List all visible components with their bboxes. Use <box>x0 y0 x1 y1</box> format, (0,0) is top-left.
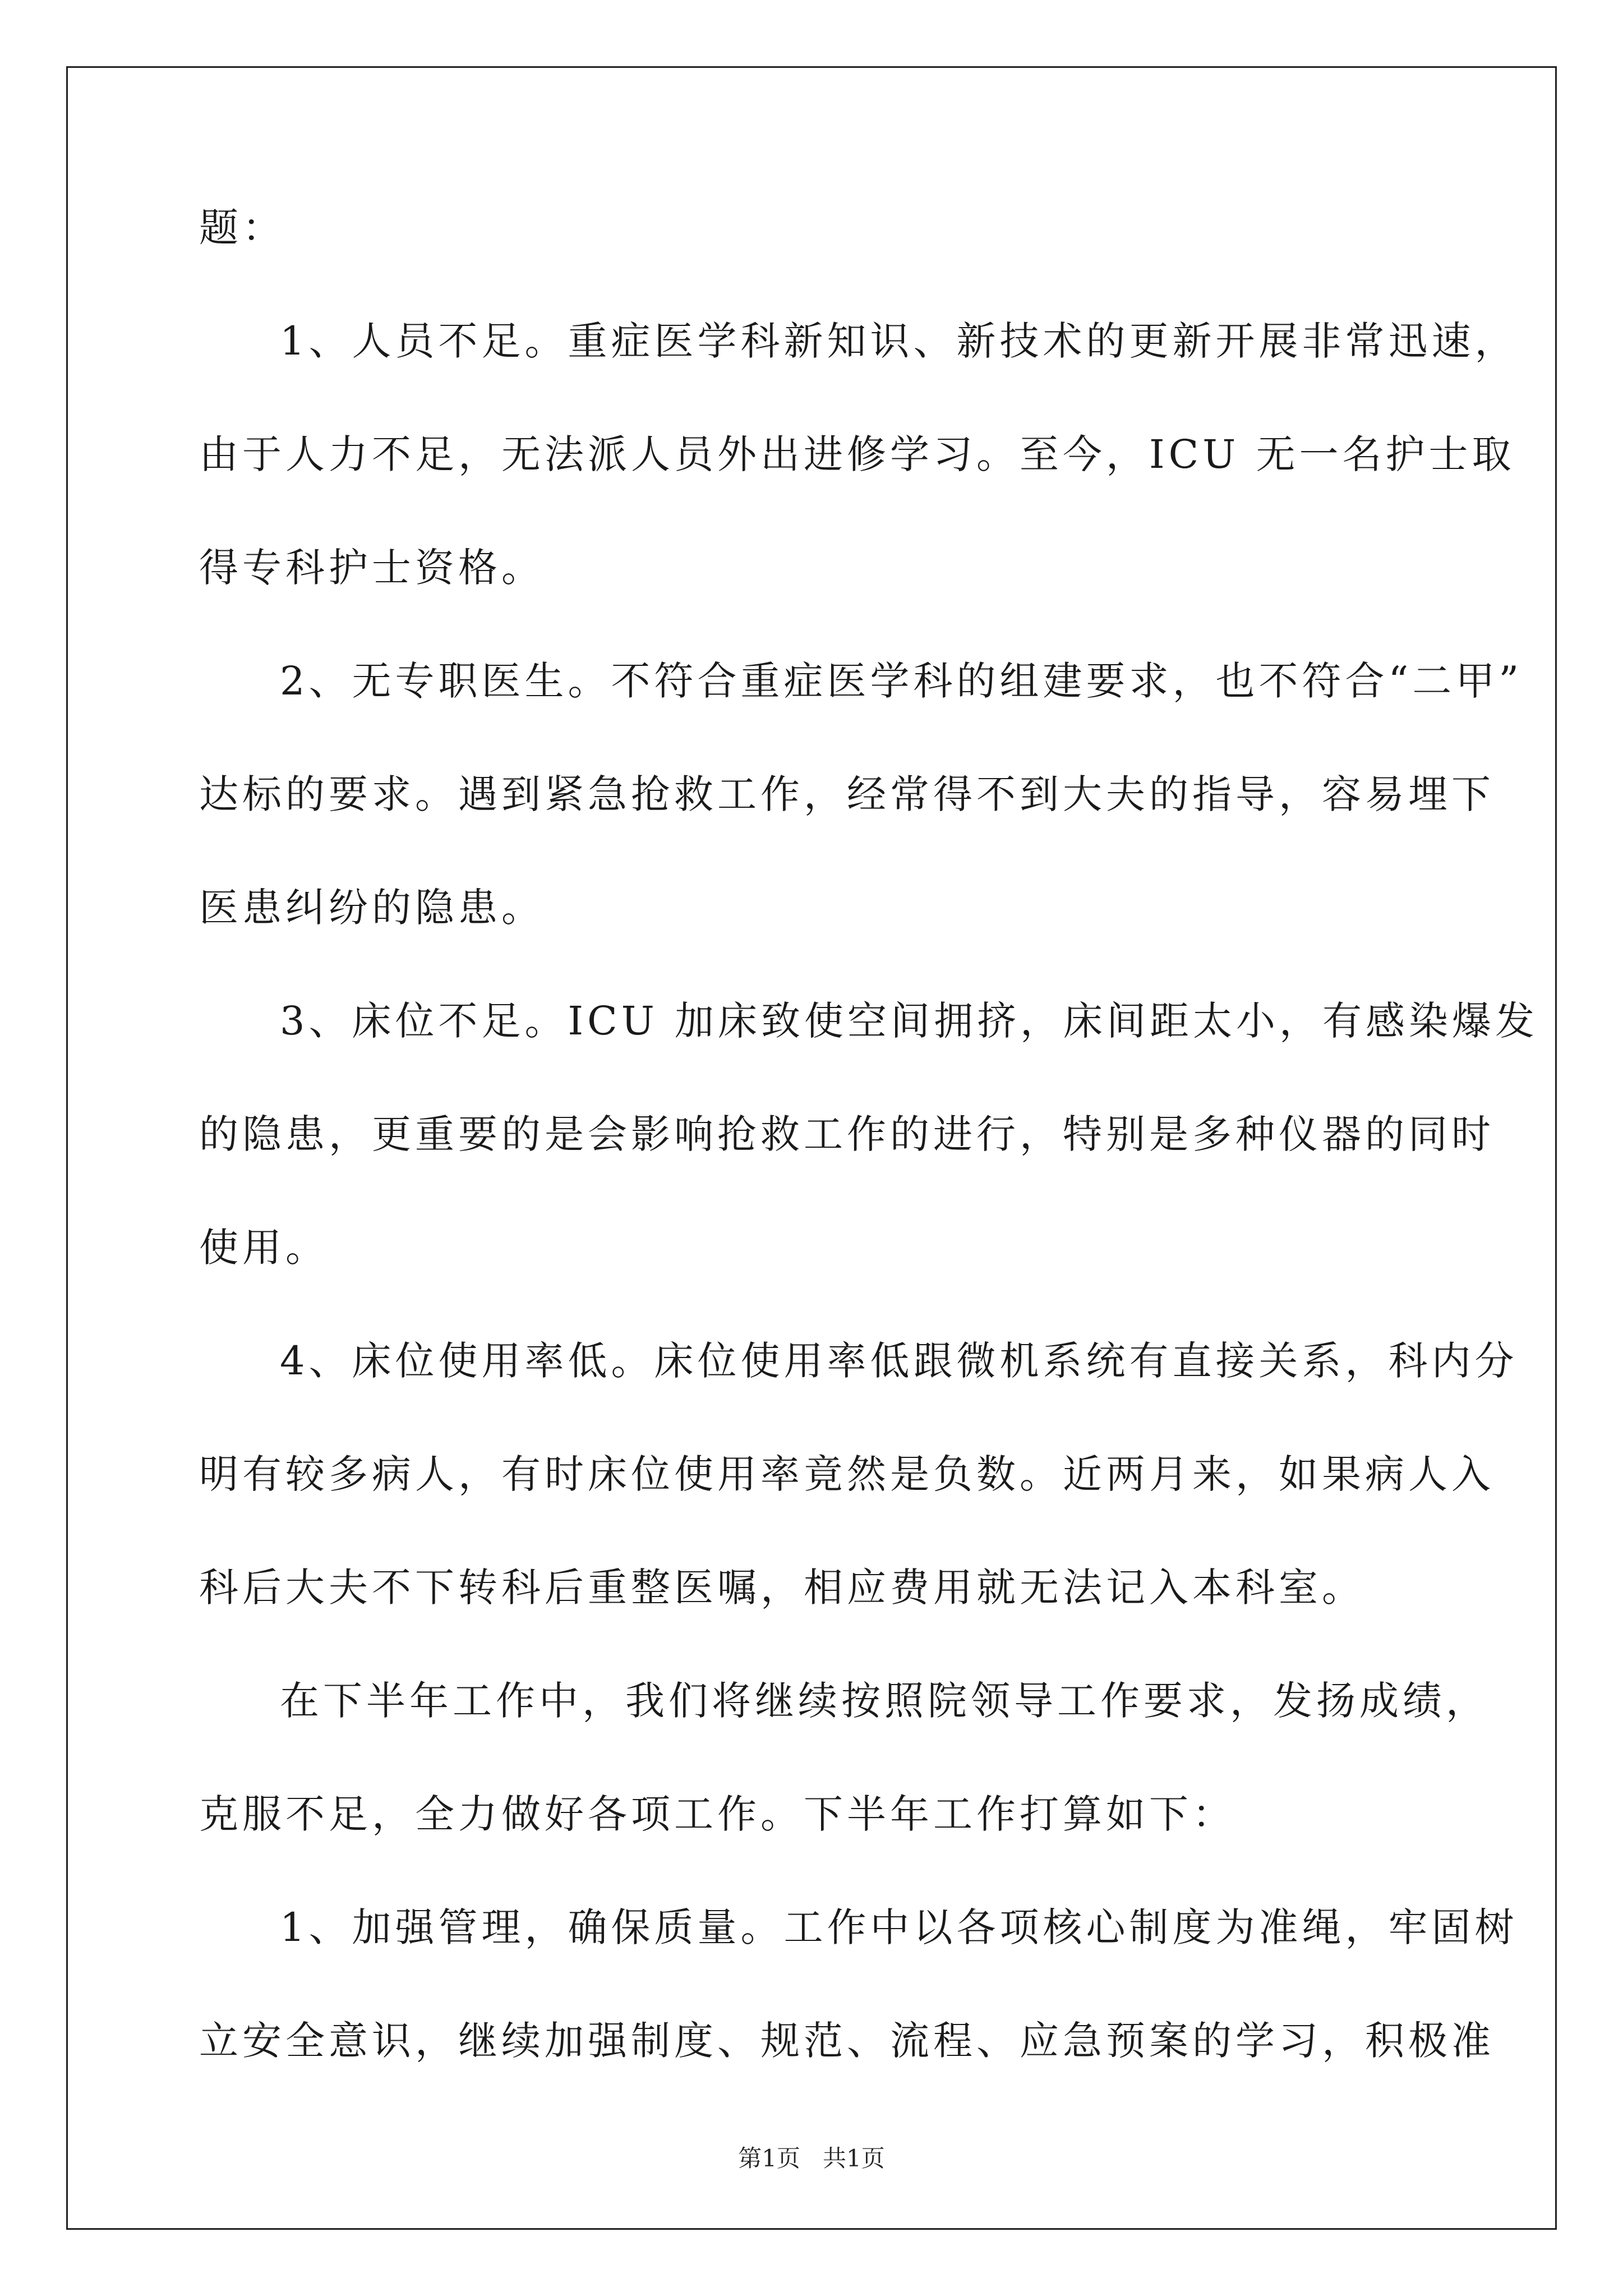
text-line-8: 3、床位不足。ICU 加床致使空间拥挤，床间距太小，有感染爆发 <box>280 998 1538 1044</box>
text-line-7: 医患纠纷的隐患。 <box>199 885 545 931</box>
text-line-5: 2、无专职医生。不符合重症医学科的组建要求，也不符合“二甲” <box>280 658 1523 704</box>
text-line-17: 立安全意识，继续加强制度、规范、流程、应急预案的学习，积极准 <box>199 2018 1495 2064</box>
text-line-10: 使用。 <box>199 1225 329 1271</box>
text-line-6: 达标的要求。遇到紧急抢救工作，经常得不到大夫的指导，容易埋下 <box>199 771 1495 817</box>
text-line-15: 克服不足，全力做好各项工作。下半年工作打算如下： <box>199 1791 1235 1837</box>
page-footer: 第1页 共1页 <box>738 2145 885 2172</box>
text-line-9: 的隐患，更重要的是会影响抢救工作的进行，特别是多种仪器的同时 <box>199 1111 1495 1157</box>
text-line-16: 1、加强管理，确保质量。工作中以各项核心制度为准绳，牢固树 <box>280 1904 1518 1950</box>
text-line-14: 在下半年工作中，我们将继续按照院领导工作要求，发扬成绩， <box>280 1678 1489 1724</box>
text-line-1: 题： <box>199 205 285 251</box>
text-line-3: 由于人力不足，无法派人员外出进修学习。至今，ICU 无一名护士取 <box>199 431 1515 477</box>
text-line-4: 得专科护士资格。 <box>199 545 545 591</box>
text-line-11: 4、床位使用率低。床位使用率低跟微机系统有直接关系，科内分 <box>280 1338 1518 1384</box>
document-body <box>199 201 1538 2127</box>
text-line-12: 明有较多病人，有时床位使用率竟然是负数。近两月来，如果病人入 <box>199 1451 1495 1497</box>
text-line-2: 1、人员不足。重症医学科新知识、新技术的更新开展非常迅速， <box>280 318 1518 364</box>
text-line-13: 科后大夫不下转科后重整医嘱，相应费用就无法记入本科室。 <box>199 1565 1365 1611</box>
